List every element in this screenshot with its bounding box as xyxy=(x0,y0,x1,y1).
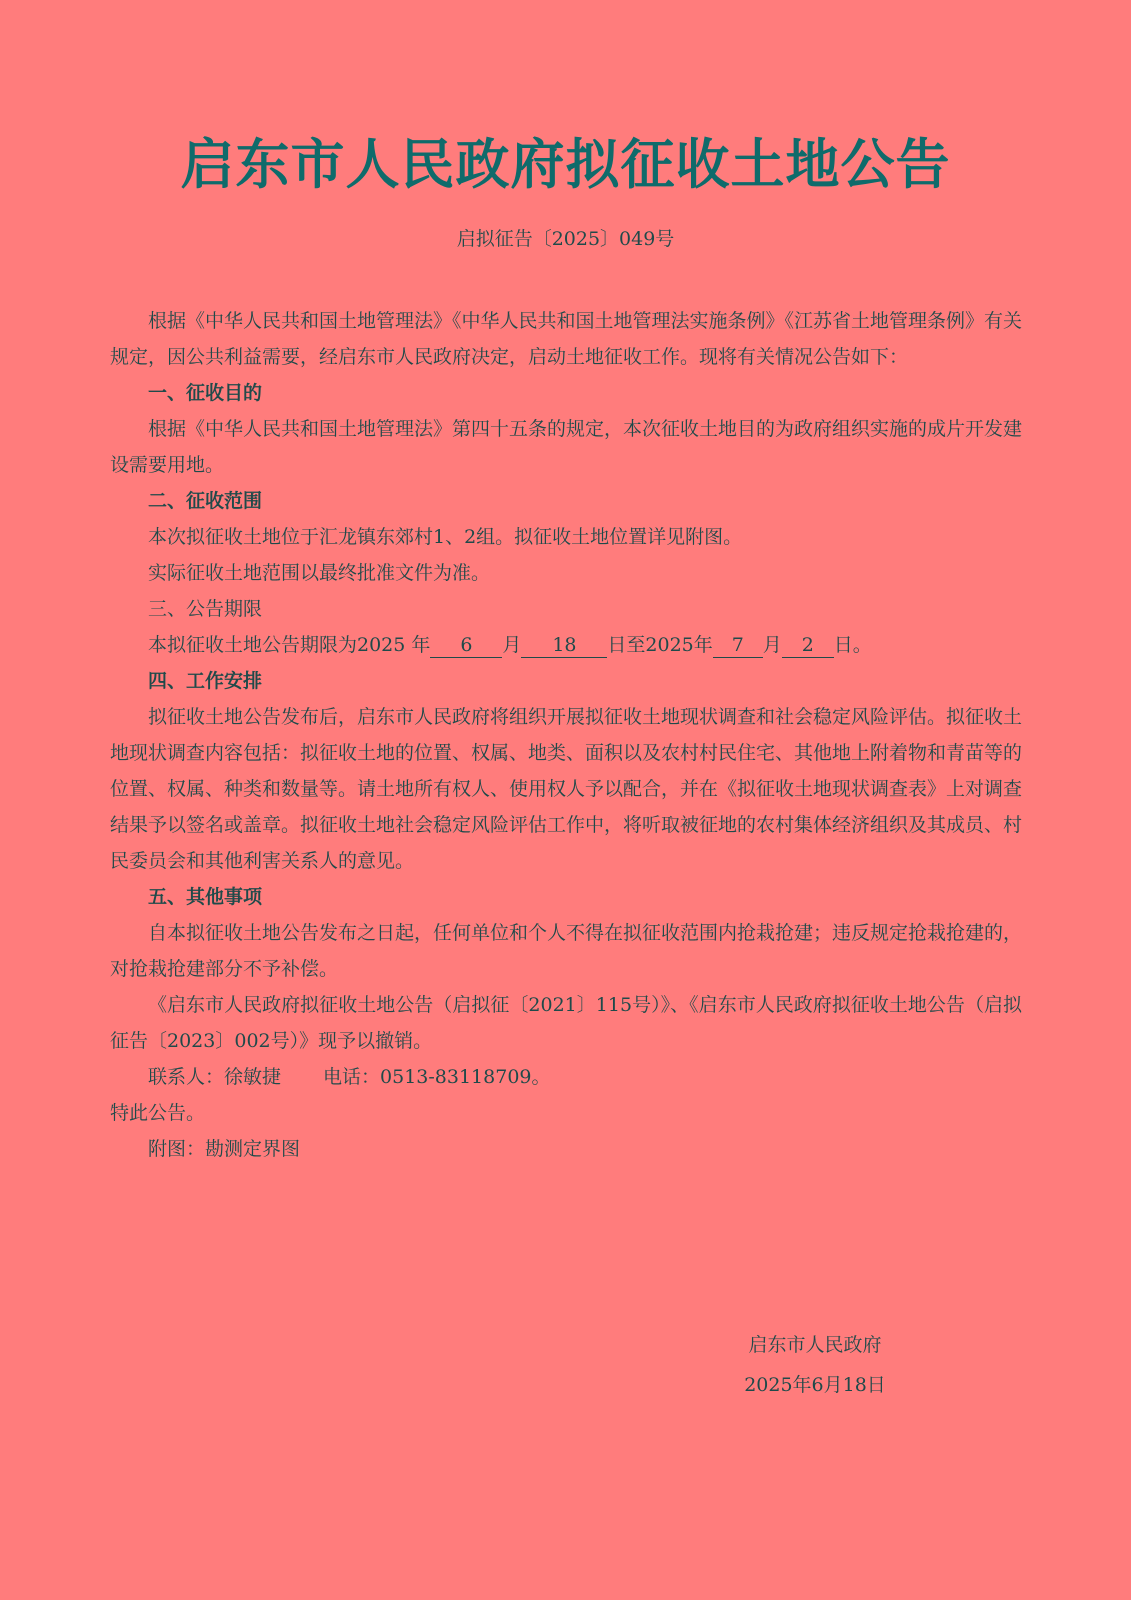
page-title: 启东市人民政府拟征收土地公告 xyxy=(180,132,951,196)
section3-heading: 三、公告期限 xyxy=(148,598,263,620)
start-day: 18 xyxy=(521,633,607,658)
contact-line xyxy=(110,1059,1022,1095)
document-body xyxy=(110,303,1022,1167)
section4-text: 拟征收土地公告发布后，启东市人民政府将组织开展拟征收土地现状调查和社会稳定风险评估。拟征收土地现状调查内容包括：拟征收土地的位置、权属、地类、面积以及农村村民住宅、其他地上附着物和青苗等的位置、权属、种类和数量等。请土地所有权人、使用权人予以配合，并在《拟征收土地现状调查表》上对调查结果予以签名或盖章。拟征收土地社会稳定风险评估工作中，将听取被征地的农村集体经济组织及其成员、村民委员会和其他利害关系人的意见。 xyxy=(110,706,1023,872)
section5-heading: 五、其他事项 xyxy=(148,886,263,908)
attachment-note: 附图：勘测定界图 xyxy=(148,1138,301,1160)
contact-person: 联系人：徐敏捷 xyxy=(148,1066,282,1088)
closing-text: 特此公告。 xyxy=(110,1102,206,1124)
signature-date: 2025年6月18日 xyxy=(744,1374,886,1396)
section2-text1: 本次拟征收土地位于汇龙镇东郊村1、2组。拟征收土地位置详见附图。 xyxy=(148,526,743,548)
end-month: 7 xyxy=(713,633,763,658)
intro-paragraph: 根据《中华人民共和国土地管理法》《中华人民共和国土地管理法实施条例》《江苏省土地管理条例》有关规定，因公共利益需要，经启东市人民政府决定，启动土地征收工作。现将有关情况公告如下： xyxy=(110,310,1023,368)
section5-text2: 《启东市人民政府拟征收土地公告（启拟征〔2021〕115号）》、《启东市人民政府拟征收土地公告（启拟征告〔2023〕002号）》现予以撤销。 xyxy=(110,994,1022,1052)
period-mid: 日至2025年 xyxy=(607,634,713,656)
contact-phone: 电话：0513-83118709。 xyxy=(323,1066,551,1088)
section2-heading: 二、征收范围 xyxy=(148,490,263,512)
notice-period-line xyxy=(110,627,1022,663)
period-prefix: 本拟征收土地公告期限为2025 年 xyxy=(148,634,431,656)
start-month: 6 xyxy=(430,633,502,658)
section4-heading: 四、工作安排 xyxy=(148,670,263,692)
month-char-2: 月 xyxy=(762,634,782,656)
signature-org: 启东市人民政府 xyxy=(748,1334,882,1356)
end-day: 2 xyxy=(782,633,834,658)
section5-text1: 自本拟征收土地公告发布之日起，任何单位和个人不得在拟征收范围内抢栽抢建；违反规定抢栽抢建的，对抢栽抢建部分不予补偿。 xyxy=(110,922,1023,980)
period-suffix: 日。 xyxy=(833,634,872,656)
section2-text2: 实际征收土地范围以最终批准文件为准。 xyxy=(148,562,491,584)
section1-text: 根据《中华人民共和国土地管理法》第四十五条的规定，本次征收土地目的为政府组织实施的成片开发建设需要用地。 xyxy=(110,418,1023,476)
month-char-1: 月 xyxy=(502,634,522,656)
section1-heading: 一、征收目的 xyxy=(148,382,263,404)
document-number: 启拟征告〔2025〕049号 xyxy=(456,228,675,250)
